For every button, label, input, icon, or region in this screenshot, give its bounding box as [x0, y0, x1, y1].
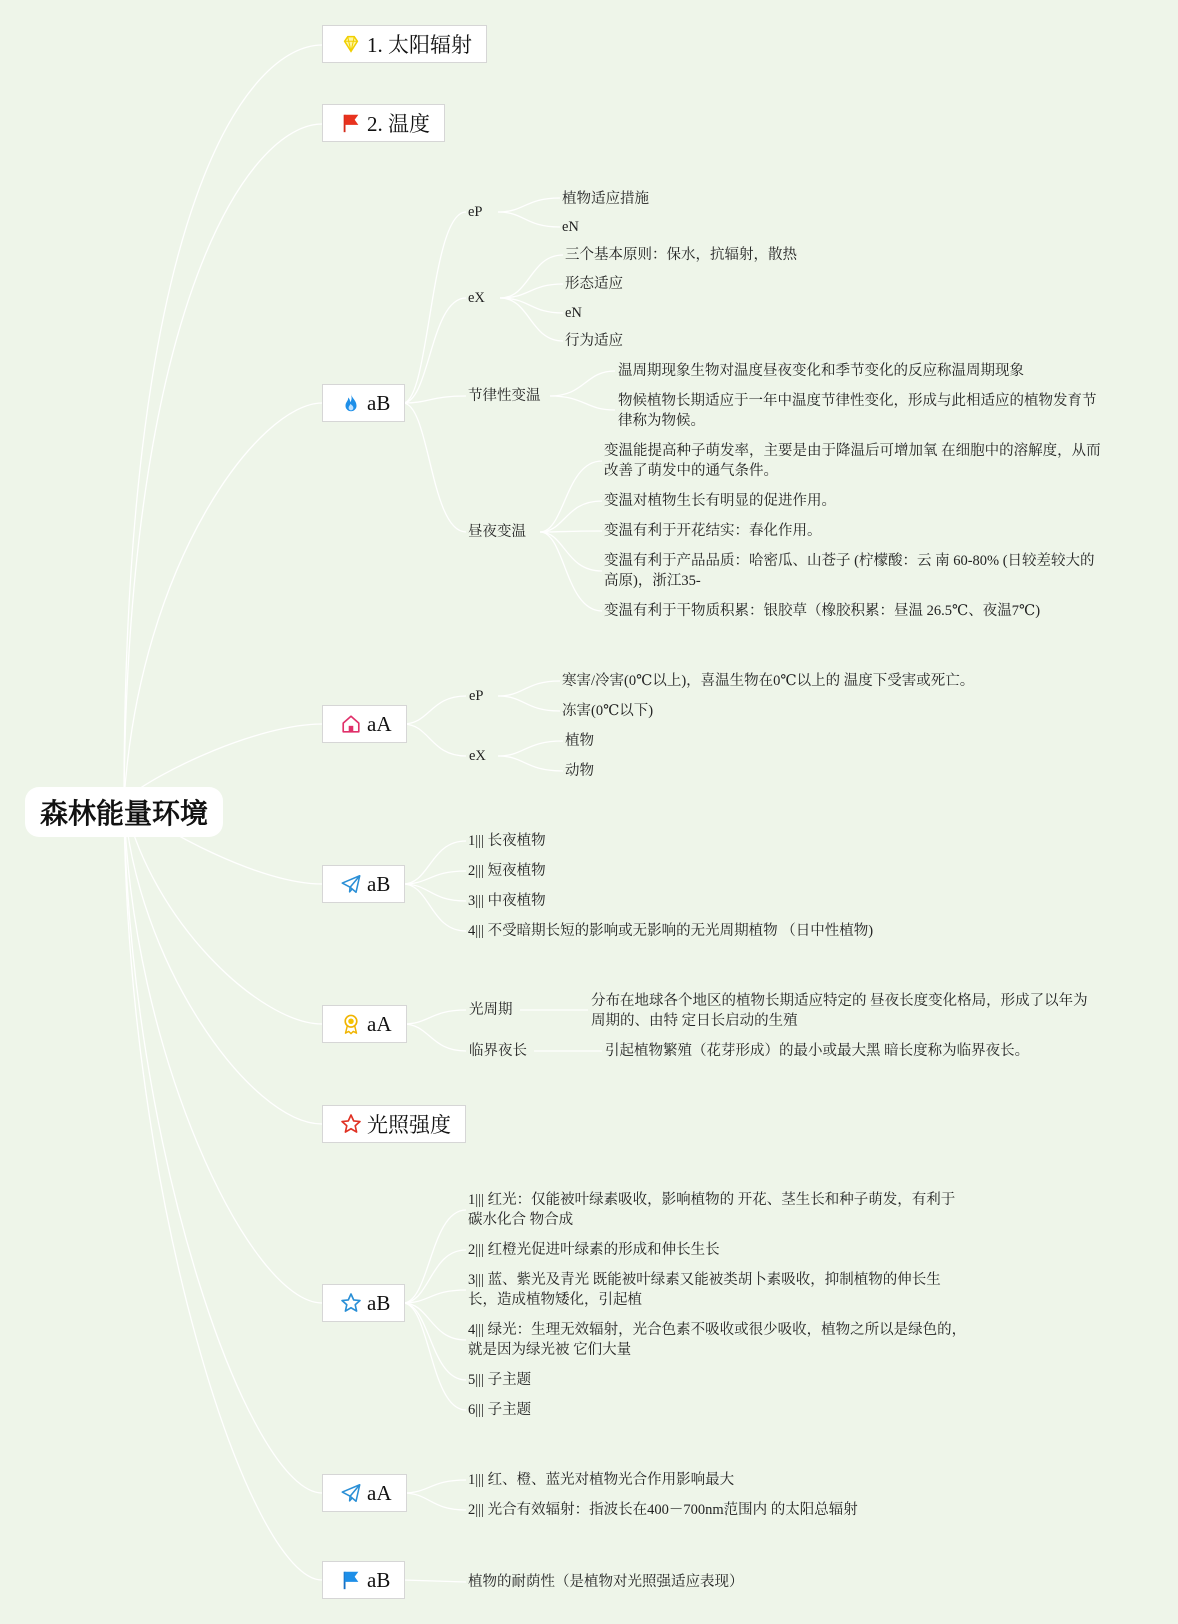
flame-icon [339, 391, 363, 415]
star-outline-icon [339, 1112, 363, 1136]
red-flag-icon [339, 111, 363, 135]
branch-b5[interactable] [322, 865, 405, 903]
branch-b8[interactable] [322, 1284, 405, 1322]
leaf-freezing-injury[interactable]: 冻害(0℃以下) [562, 703, 654, 719]
list-item[interactable]: 3||| 中夜植物 [468, 893, 546, 909]
list-item[interactable]: 1||| 长夜植物 [468, 833, 546, 849]
subtopic-ep[interactable]: eP [469, 688, 484, 704]
branch-b10[interactable] [322, 1561, 405, 1599]
list-item[interactable]: 1||| 红光：仅能被叶绿素吸收，影响植物的 开花、茎生长和种子萌发，有利于碳水化合 物合成 [468, 1192, 956, 1228]
branch-light-intensity[interactable] [322, 1105, 466, 1143]
branch-b9[interactable] [322, 1474, 407, 1512]
list-item[interactable]: 4||| 不受暗期长短的影响或无影响的无光周期植物 （日中性植物) [468, 923, 874, 939]
blue-flag-icon [339, 1568, 363, 1592]
branch-label: 光照强度 [367, 1113, 451, 1137]
subtopic-ex[interactable]: eX [468, 290, 485, 306]
leaf-critical-night-definition[interactable]: 引起植物繁殖（花芽形成）的最小或最大黑 暗长度称为临界夜长。 [605, 1043, 1030, 1059]
list-item[interactable]: 5||| 子主题 [468, 1372, 532, 1388]
subtopic-photoperiod[interactable]: 光周期 [469, 1002, 513, 1018]
leaf-morphological-adaptation[interactable]: 形态适应 [565, 276, 623, 292]
leaf-thermoperiodism[interactable]: 温周期现象生物对温度昼夜变化和季节变化的反应称温周期现象 [618, 363, 1024, 379]
branch-temperature[interactable] [322, 104, 445, 142]
leaf-behavioral-adaptation[interactable]: 行为适应 [565, 333, 623, 349]
leaf-three-principles[interactable]: 三个基本原则：保水，抗辐射，散热 [565, 247, 797, 263]
branch-label: aA [367, 1011, 392, 1036]
list-item[interactable]: 2||| 短夜植物 [468, 863, 546, 879]
leaf-phenology[interactable]: 物候植物长期适应于一年中温度节律性变化，形成与此相适应的植物发育节律称为物候。 [618, 393, 1097, 429]
list-item[interactable]: 3||| 蓝、紫光及青光 既能被叶绿素又能被类胡卜素吸收，抑制植物的伸长生长，造成植物矮化，引起植 [468, 1272, 941, 1308]
subtopic-ex[interactable]: eX [469, 748, 486, 764]
star-outline-icon [339, 1291, 363, 1315]
house-icon [339, 712, 363, 736]
branch-label: 2. 温度 [367, 112, 430, 136]
leaf-dry-matter[interactable]: 变温有利于干物质积累：银胶草（橡胶积累：昼温 26.5℃、夜温7℃) [604, 603, 1041, 619]
leaf-growth-promotion[interactable]: 变温对植物生长有明显的促进作用。 [604, 493, 836, 509]
leaf-plant-adaptation[interactable]: 植物适应措施 [562, 191, 649, 207]
branch-solar-radiation[interactable] [322, 25, 487, 63]
leaf-animals[interactable]: 动物 [565, 763, 594, 779]
leaf-photoperiod-definition[interactable]: 分布在地球各个地区的植物长期适应特定的 昼夜长度变化格局，形成了以年为周期的、由特 定日长启动的生殖 [591, 993, 1088, 1029]
subtopic-day-night-temperature[interactable]: 昼夜变温 [468, 524, 526, 540]
branch-b3[interactable] [322, 384, 405, 422]
paper-plane-icon [339, 1481, 363, 1505]
leaf-en[interactable]: eN [565, 305, 582, 321]
list-item[interactable]: 4||| 绿光：生理无效辐射，光合色素不吸收或很少吸收，植物之所以是绿色的，就是因为绿光被 它们大量 [468, 1322, 967, 1358]
list-item[interactable]: 2||| 光合有效辐射：指波长在400－700nm范围内 的太阳总辐射 [468, 1502, 858, 1518]
branch-label: aB [367, 1290, 391, 1315]
diamond-icon [339, 32, 363, 56]
branch-label: aA [367, 1480, 392, 1505]
branch-b6[interactable] [322, 1005, 407, 1043]
root-topic[interactable]: 森林能量环境 [25, 787, 223, 837]
branch-label: aB [367, 871, 391, 896]
branch-label: aB [367, 390, 391, 415]
award-ribbon-icon [339, 1012, 363, 1036]
subtopic-rhythmic-temperature[interactable]: 节律性变温 [468, 388, 541, 404]
list-item[interactable]: 6||| 子主题 [468, 1402, 532, 1418]
list-item[interactable]: 2||| 红橙光促进叶绿素的形成和伸长生长 [468, 1242, 720, 1258]
list-item[interactable]: 1||| 红、橙、蓝光对植物光合作用影响最大 [468, 1472, 735, 1488]
branch-label: aA [367, 711, 392, 736]
subtopic-ep[interactable]: eP [468, 204, 483, 220]
leaf-germination[interactable]: 变温能提高种子萌发率，主要是由于降温后可增加氧 在细胞中的溶解度，从而改善了萌发中的通气条件。 [604, 443, 1101, 479]
leaf-en[interactable]: eN [562, 219, 579, 235]
branch-label: aB [367, 1567, 391, 1592]
leaf-product-quality[interactable]: 变温有利于产品品质：哈密瓜、山苍子 (柠檬酸：云 南 60-80% (日较差较大的高原)，浙江35- [604, 553, 1095, 589]
leaf-shade-tolerance[interactable]: 植物的耐荫性（是植物对光照强适应表现） [468, 1574, 744, 1590]
leaf-chilling-injury[interactable]: 寒害/冷害(0℃以上)，喜温生物在0℃以上的 温度下受害或死亡。 [562, 673, 975, 689]
branch-label: 1. 太阳辐射 [367, 33, 472, 57]
branch-b4[interactable] [322, 705, 407, 743]
subtopic-critical-night-length[interactable]: 临界夜长 [469, 1043, 527, 1059]
leaf-vernalization[interactable]: 变温有利于开花结实：春化作用。 [604, 523, 822, 539]
paper-plane-icon [339, 872, 363, 896]
leaf-plants[interactable]: 植物 [565, 733, 594, 749]
